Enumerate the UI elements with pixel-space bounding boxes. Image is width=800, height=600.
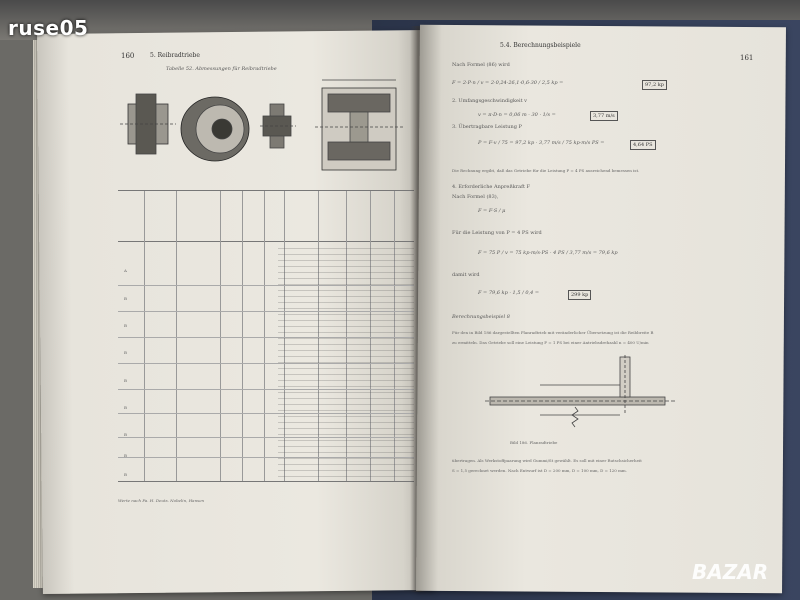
text-line: Für den in Bild 186 dargestellten Planradtrieb mit veränderlicher Übersetzung ist die Reibbreite B (452, 330, 654, 335)
left-page-number: 160 (121, 52, 135, 60)
right-page (416, 25, 786, 594)
row-label: B (124, 296, 127, 301)
right-running-head: 5.4. Berechnungsbeispiele (500, 42, 581, 49)
row-label: B (124, 378, 127, 383)
example-heading: Berechnungsbeispiel 8 (452, 314, 510, 320)
text-line: 4. Erforderliche Anpreßkraft F (452, 184, 531, 190)
text-line: übertragen. Als Werkstoffpaarung wird Gummi/St gewählt. Es soll mit einer Rutschsicherheit (452, 458, 642, 463)
result-box: 4,64 PS (630, 140, 656, 150)
left-running-head: 5. Reibradtriebe (150, 52, 200, 59)
result-box: 97,2 kp (642, 80, 667, 90)
right-page-number: 161 (740, 54, 754, 62)
formula-line: F = F·S / μ (478, 208, 506, 214)
text-line: Die Rechnung ergibt, daß das Getriebe für die Leistung P = 4 PS ausreichend bemessen ist. (452, 168, 640, 173)
formula-line: P = F·v / 75 = 97,2 kp · 3,77 m/s / 75 kp·m/s PS = (478, 140, 605, 146)
row-label: B (124, 432, 127, 437)
result-box: 299 kp (568, 290, 591, 300)
row-label: B (124, 453, 127, 458)
row-label: A (124, 268, 127, 273)
row-label: B (124, 472, 127, 477)
friction-drive-figure (480, 355, 680, 435)
figure-caption: Bild 186. Planradtriebe (510, 440, 558, 445)
text-line: 3. Übertragbare Leistung P (452, 124, 522, 130)
result-box: 3,77 m/s (590, 111, 618, 121)
formula-line: F = 79,6 kp · 1,5 / 0,4 = (478, 290, 540, 296)
table-caption: Tabelle 52. Abmessungen für Reibradtriebe (166, 66, 277, 72)
row-label: B (124, 323, 127, 328)
watermark-text: ruse05 (8, 16, 89, 40)
text-line: Nach Formel (83), (452, 194, 499, 200)
text-line: Für die Leistung von P = 4 PS wird (452, 230, 542, 236)
text-line: 2. Umfangsgeschwindigkeit v (452, 98, 527, 104)
text-line: S = 1,5 gerechnet werden. Nach Entwurf ist D = 200 mm, D = 100 mm, D = 120 mm. (452, 468, 627, 473)
row-label: B (124, 350, 127, 355)
text-line: zu ermitteln. Das Getriebe soll eine Leistung P = 1 PS bei einer Antriebsdrehzahl n = 400 U/min (452, 340, 649, 345)
brand-logo: BAZAR (692, 560, 769, 584)
formula-line: F = 2·P·n / v = 2·0,24·26,1·0,6·30 / 2,5 kp = (452, 80, 564, 86)
row-label: B (124, 405, 127, 410)
text-line: Nach Formel (86) wird (452, 62, 510, 68)
formula-line: F = 75 P / v = 75 kp·m/s·PS · 4 PS / 3,77 m/s = 79,6 kp (478, 250, 618, 256)
footnote: Werte nach Fa. H. Deuts. Nobelin, Hansen (118, 498, 205, 503)
text-line: damit wird (452, 272, 480, 278)
gear-drawings (110, 74, 420, 184)
formula-line: v = π·D·n = 0,06 m · 30 · 1/s = (478, 112, 556, 118)
dimension-table (118, 190, 414, 482)
